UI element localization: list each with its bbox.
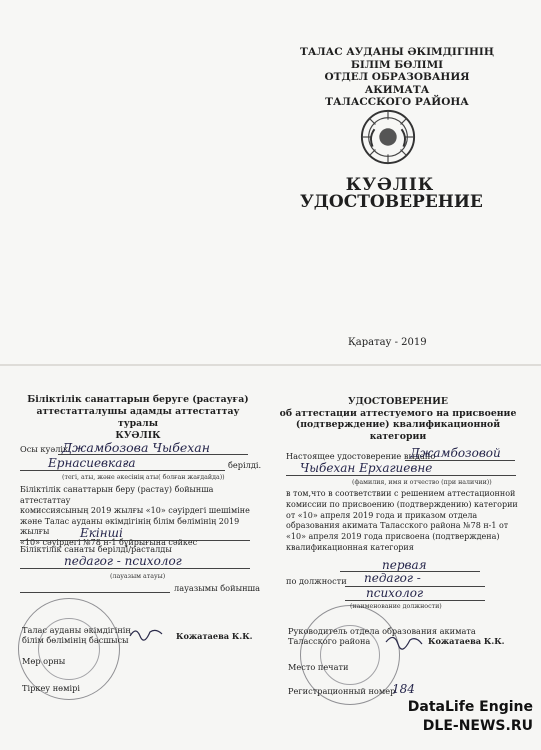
issuer-organization (292, 46, 502, 109)
kazakhstan-emblem-icon (359, 108, 417, 166)
page-fold-divider (0, 364, 541, 366)
left-head-label-line: білім бөлімінің басшысы (22, 635, 129, 645)
watermark-line2: DLE-NEWS.RU (422, 718, 533, 734)
org-line: ТАЛАССКОГО РАЙОНА (325, 96, 469, 108)
right-recipient-name-line2: Чыбехан Ерхагиевне (300, 461, 433, 475)
right-head-label-line: Таласского района (288, 636, 371, 646)
right-stamp-place: Место печати (288, 662, 349, 672)
right-body-line: «10» апреля 2019 года присвоена (подтверждена) (286, 532, 500, 542)
left-body-line: Біліктілік санаттарын беру (растау) бойынша аттестаттау (20, 485, 214, 505)
left-signer: Кожатаева К.К. (176, 631, 253, 641)
right-name-underline-2 (286, 475, 516, 476)
watermark-line1: DataLife Engine (407, 699, 533, 715)
left-heading (18, 394, 258, 442)
right-reg-label: Регистрационный номер (288, 686, 396, 696)
left-name-underline-2 (20, 470, 225, 471)
right-reg-number: 184 (392, 682, 415, 696)
right-signature (384, 632, 424, 650)
right-head-label-line: Руководитель отдела образования акимата (288, 626, 476, 636)
right-name-note: (фамилия, имя и отчество (при наличии)) (352, 479, 492, 486)
org-line: ТАЛАС АУДАНЫ ӘКІМДІГІНІҢ (300, 46, 494, 58)
org-line: БІЛІМ БӨЛІМІ (350, 58, 444, 71)
right-body-line: комиссии по присвоению (подтверждению) категории (286, 499, 518, 509)
left-given-suffix: берілді. (228, 460, 262, 470)
cover-place-year: Қаратау - 2019 (348, 337, 427, 348)
right-recipient-name-line1: Джамбозовой (410, 446, 501, 460)
left-category-underline (20, 540, 250, 541)
right-body-line: от «10» апреля 2019 года и приказом отдела (286, 510, 478, 520)
left-category-value: Екінші (80, 526, 123, 540)
right-position-value-line2: психолог (366, 586, 424, 600)
right-body-text (286, 489, 521, 554)
right-heading-line: (подтверждение) квалификационной (295, 419, 501, 430)
right-body-line: квалификационная категория (286, 542, 414, 552)
left-position-underline (20, 568, 250, 569)
right-heading-line: категории (369, 430, 427, 442)
left-given-label: Осы куәлік (20, 444, 69, 454)
org-line: ОТДЕЛ ОБРАЗОВАНИЯ АКИМАТА (324, 71, 470, 96)
left-position-suffix: лауазымы бойынша (174, 583, 261, 593)
left-name-underline (58, 454, 248, 455)
right-heading (278, 396, 518, 442)
right-heading-line: УДОСТОВЕРЕНИЕ (347, 396, 448, 407)
cover-title-kz: КУӘЛІК (345, 175, 435, 195)
left-position-note: (лауазым атауы) (110, 573, 166, 580)
left-head-label (22, 625, 131, 645)
right-heading-line: об аттестации аттестуемого на присвоение (279, 407, 517, 419)
right-signer: Кожатаева К.К. (428, 636, 505, 646)
right-position-underline-2 (345, 600, 485, 601)
left-stamp-place: Мөр орны (22, 656, 66, 666)
left-reg-label: Тіркеу нөмірі (22, 683, 80, 693)
left-body-line: және Талас ауданы әкімдігінің білім бөлімінің 2019 жылғы (20, 516, 240, 537)
left-position-value: педагог - психолог (64, 554, 182, 568)
right-position-value-line1: педагог - (364, 571, 421, 585)
left-heading-line: Біліктілік санаттарын беруге (растауға) (27, 394, 249, 405)
right-position-label: по должности (286, 576, 347, 586)
right-position-note: (наименование должности) (350, 603, 442, 610)
cover-title-ru: УДОСТОВЕРЕНИЕ (300, 192, 483, 212)
left-position-underline-2 (20, 592, 170, 593)
right-category-value: первая (382, 558, 427, 572)
left-body-line: комиссиясының 2019 жылғы «10» сәуірдегі шешіміне (20, 506, 250, 516)
left-signature (128, 624, 164, 642)
right-body-line: образования акимата Таласского района №78 н-1 от (286, 521, 509, 531)
left-heading-line: аттестатталушы адамды аттестаттау туралы (36, 406, 240, 429)
right-body-line: в том,что в соответствии с решением аттестационной (286, 489, 516, 498)
left-head-label-line: Талас ауданы әкімдігінің (22, 625, 131, 635)
right-issued-label: Настоящее удостоверение выдано (286, 451, 436, 461)
left-heading-line: КУӘЛІК (115, 430, 161, 441)
left-category-label: Біліктілік санаты берілді/расталды (20, 544, 172, 554)
left-recipient-name-line1: Джамбозова Чыбехан (62, 440, 210, 455)
left-body-line: «10» сәуірдегі №78 н-1 бұйрығына сәйкес (20, 537, 198, 547)
left-name-note: (тегі, аты, және әкесінің аты( болған жағдайда)) (62, 474, 225, 481)
left-recipient-name-line2: Ернасиевкаға (48, 456, 136, 470)
